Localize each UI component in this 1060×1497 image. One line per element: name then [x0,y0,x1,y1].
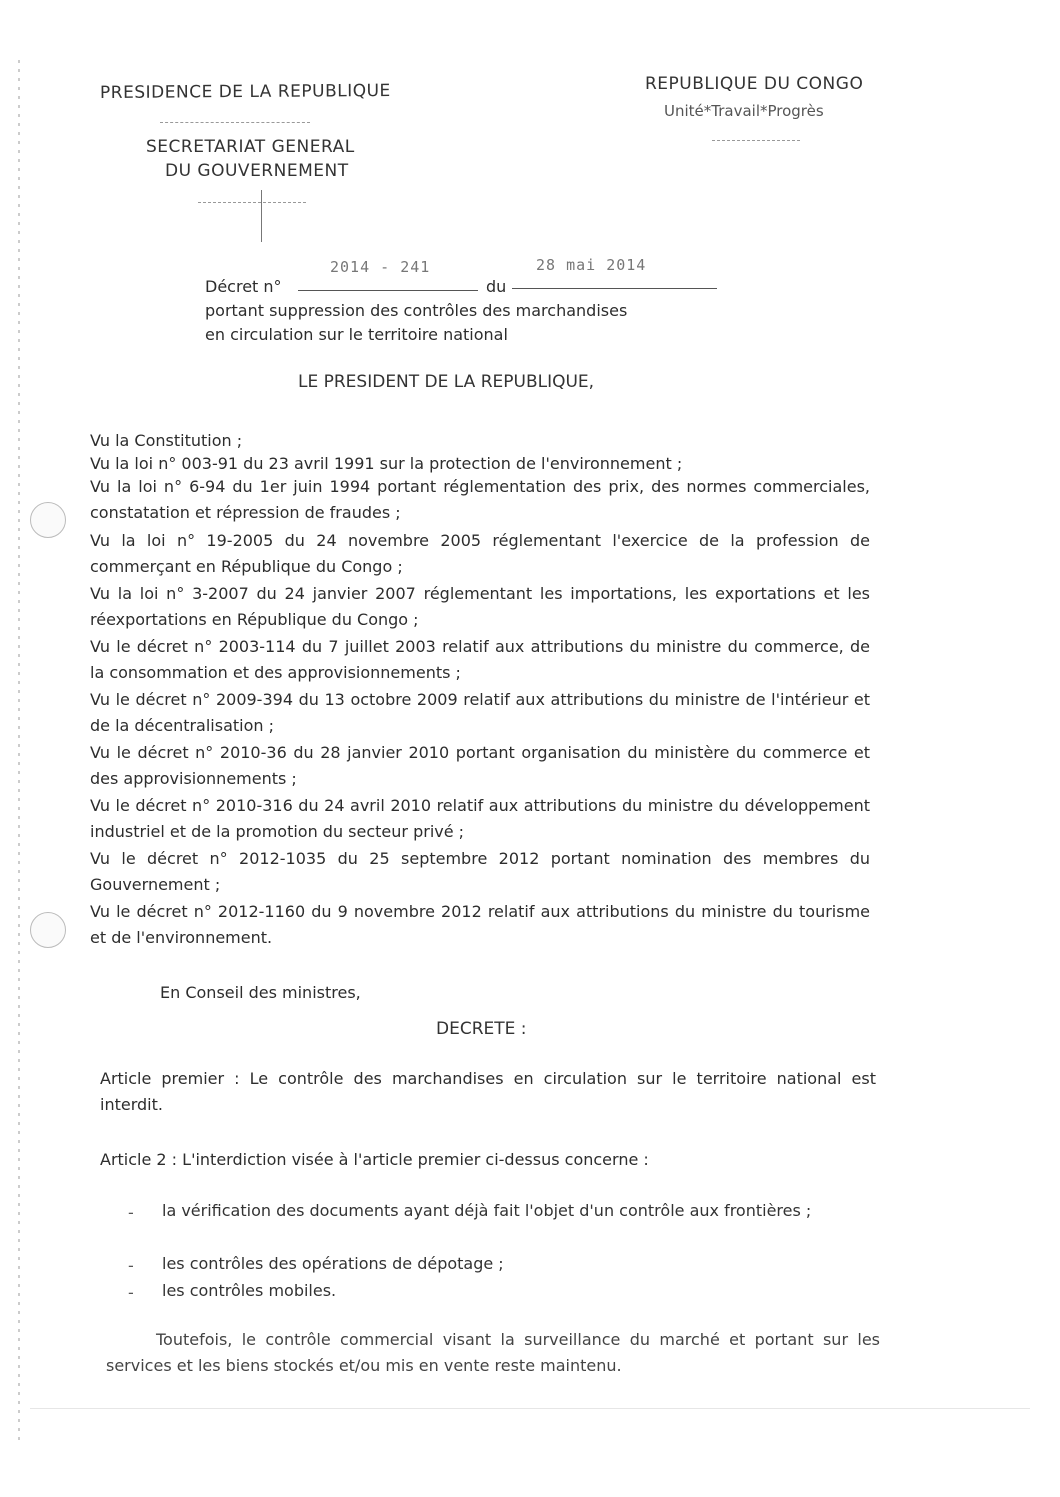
decree-subject-2: en circulation sur le territoire national [205,325,508,344]
vu-item-decret-2010-36: Vu le décret n° 2010-36 du 28 janvier 2010 portant organisation du ministère du commerce et des approvisionnements ; [90,743,870,788]
bullet-item-1: la vérification des documents ayant déjà fait l'objet d'un contrôle aux frontières ; [162,1201,812,1220]
punch-hole-top [30,502,66,538]
article-1: Article premier : Le contrôle des marchandises en circulation sur le territoire national est interdit. [100,1069,876,1114]
header-motto: Unité*Travail*Progrès [664,102,824,120]
bullet-item-2: les contrôles des opérations de dépotage ; [162,1254,504,1273]
president-title: LE PRESIDENT DE LA REPUBLIQUE, [298,372,595,392]
header-secretariat: SECRETARIAT GENERAL [146,137,355,157]
vu-item-loi-6-94: Vu la loi n° 6-94 du 1er juin 1994 portant réglementation des prix, des normes commerciales, constatation et répression de fraudes ; [90,477,870,522]
vu-item-decret-2012-1035: Vu le décret n° 2012-1035 du 25 septembre 2012 portant nomination des membres du Gouvernement ; [90,849,870,894]
council-line: En Conseil des ministres, [160,983,361,1002]
scan-edge-marks [18,60,20,1440]
vu-item-constitution: Vu la Constitution ; [90,431,243,450]
vu-item-decret-2003-114: Vu le décret n° 2003-114 du 7 juillet 2003 relatif aux attributions du ministre du commerce, de la consommation et des approvisionnements ; [90,637,870,682]
bullet-mark-1: - [128,1203,134,1222]
decree-date: 28 mai 2014 [536,256,647,274]
vu-item-loi-003-91: Vu la loi n° 003-91 du 23 avril 1991 sur la protection de l'environnement ; [90,454,683,473]
header-gouvernement: DU GOUVERNEMENT [165,161,349,181]
decree-number-underline [298,290,478,291]
header-presidence: PRESIDENCE DE LA REPUBLIQUE [99,80,391,104]
vu-item-decret-2009-394: Vu le décret n° 2009-394 du 13 octobre 2009 relatif aux attributions du ministre de l'intérieur et de la décentralisation ; [90,690,870,735]
decree-subject-1: portant suppression des contrôles des marchandises [205,301,628,320]
bullet-item-3: les contrôles mobiles. [162,1281,337,1300]
vu-item-decret-2012-1160: Vu le décret n° 2012-1160 du 9 novembre 2012 relatif aux attributions du ministre du tourisme et de l'environnement. [90,902,870,947]
header-divider-right [712,140,800,141]
closing-paragraph: Toutefois, le contrôle commercial visant la surveillance du marché et portant sur les services et les biens stockés et/ou mis en vente reste maintenu. [106,1330,880,1375]
scan-bottom-line [30,1408,1030,1409]
header-mark [261,190,262,242]
decree-label: Décret n° [205,277,282,296]
decrete-heading: DECRETE : [436,1019,527,1039]
header-divider-left [160,122,310,123]
bullet-mark-2: - [128,1256,134,1275]
bullet-mark-3: - [128,1283,134,1302]
vu-item-loi-19-2005: Vu la loi n° 19-2005 du 24 novembre 2005 réglementant l'exercice de la profession de commerçant en République du Congo ; [90,531,870,576]
header-divider-left-2 [198,202,306,203]
decree-date-underline [512,288,717,289]
vu-item-loi-3-2007: Vu la loi n° 3-2007 du 24 janvier 2007 réglementant les importations, les exportations et les réexportations en République du Congo ; [90,584,870,629]
article-2: Article 2 : L'interdiction visée à l'article premier ci-dessus concerne : [100,1150,649,1169]
decree-du: du [486,277,507,296]
vu-item-decret-2010-316: Vu le décret n° 2010-316 du 24 avril 2010 relatif aux attributions du ministre du développement industriel et de la promotion du secteur privé ; [90,796,870,841]
punch-hole-bottom [30,912,66,948]
decree-number: 2014 - 241 [330,258,431,276]
header-republique: REPUBLIQUE DU CONGO [645,74,864,94]
